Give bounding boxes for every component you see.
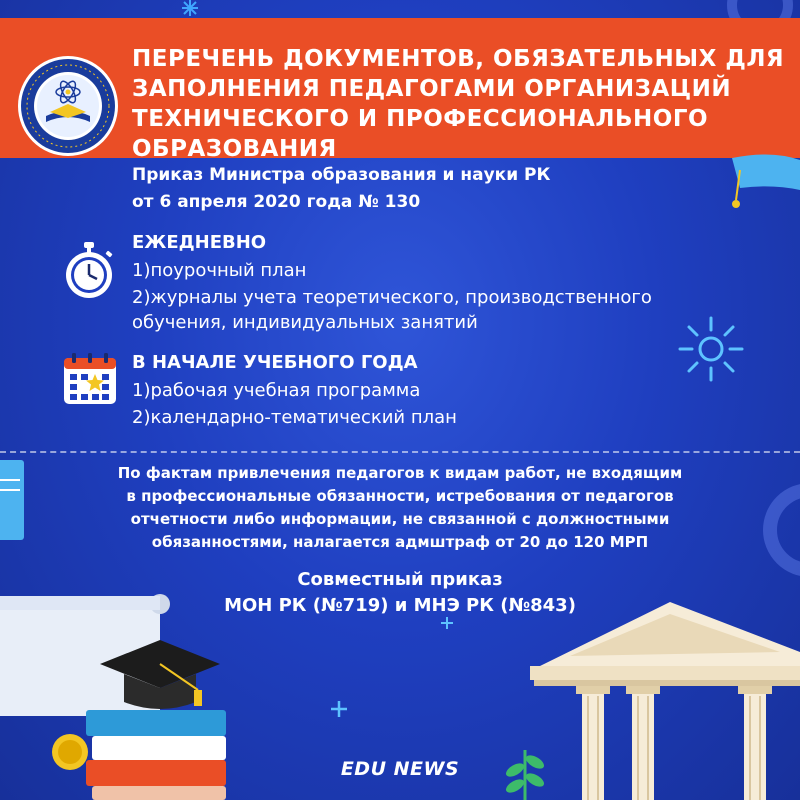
note-line: в профессиональные обязанности, истребования от педагогов <box>126 487 674 505</box>
year-start-item: 2)календарно-тематический план <box>132 407 457 428</box>
notebook-decoration-icon <box>0 460 30 540</box>
daily-item: 1)поурочный план <box>132 260 307 281</box>
note-line: По фактам привлечения педагогов к видам работ, не входящим <box>117 464 683 482</box>
order-line-1: Приказ Министра образования и науки РК <box>132 165 551 185</box>
order-reference <box>132 162 632 216</box>
page-title: ПЕРЕЧЕНЬ ДОКУМЕНТОВ, ОБЯЗАТЕЛЬНЫХ ДЛЯ ЗАПОЛНЕНИЯ ПЕДАГОГАМИ ОРГАНИЗАЦИЙ ТЕХНИЧЕСКОГО И ПРОФЕССИОНАЛЬНОГО ОБРАЗОВАНИЯ <box>132 46 785 162</box>
daily-item: обучения, индивидуальных занятий <box>132 312 478 333</box>
note-line: отчетности либо информации, не связанной с должностными <box>130 510 670 528</box>
dashed-divider <box>0 451 800 453</box>
header-banner <box>0 18 800 162</box>
year-start-heading: В НАЧАЛЕ УЧЕБНОГО ГОДА <box>132 352 418 373</box>
brand-logo-text: EDU NEWS <box>340 758 460 780</box>
ministry-emblem-icon <box>16 54 120 158</box>
order-line-2: от 6 апреля 2020 года № 130 <box>132 192 421 212</box>
daily-item: 2)журналы учета теоретического, производственного <box>132 287 652 308</box>
gear-decoration-icon <box>750 470 800 590</box>
calendar-icon <box>62 352 118 406</box>
joint-order-line-1: Совместный приказ <box>297 569 503 590</box>
graduation-cap-icon <box>712 140 800 220</box>
sun-icon <box>678 316 744 382</box>
plus-decoration-icon <box>440 616 454 630</box>
daily-heading: ЕЖЕДНЕВНО <box>132 232 267 253</box>
year-start-item: 1)рабочая учебная программа <box>132 380 421 401</box>
university-building-illustration <box>530 592 800 800</box>
joint-order-line-2: МОН РК (№719) и МНЭ РК (№843) <box>224 595 576 616</box>
books-and-cap-illustration <box>0 590 240 800</box>
plus-decoration-icon <box>330 700 348 718</box>
penalty-note <box>60 462 740 554</box>
sparkle-icon <box>180 0 200 16</box>
stopwatch-icon <box>62 240 116 300</box>
note-line: обязанностями, налагается адмштраф от 20 до 120 МРП <box>151 533 649 551</box>
